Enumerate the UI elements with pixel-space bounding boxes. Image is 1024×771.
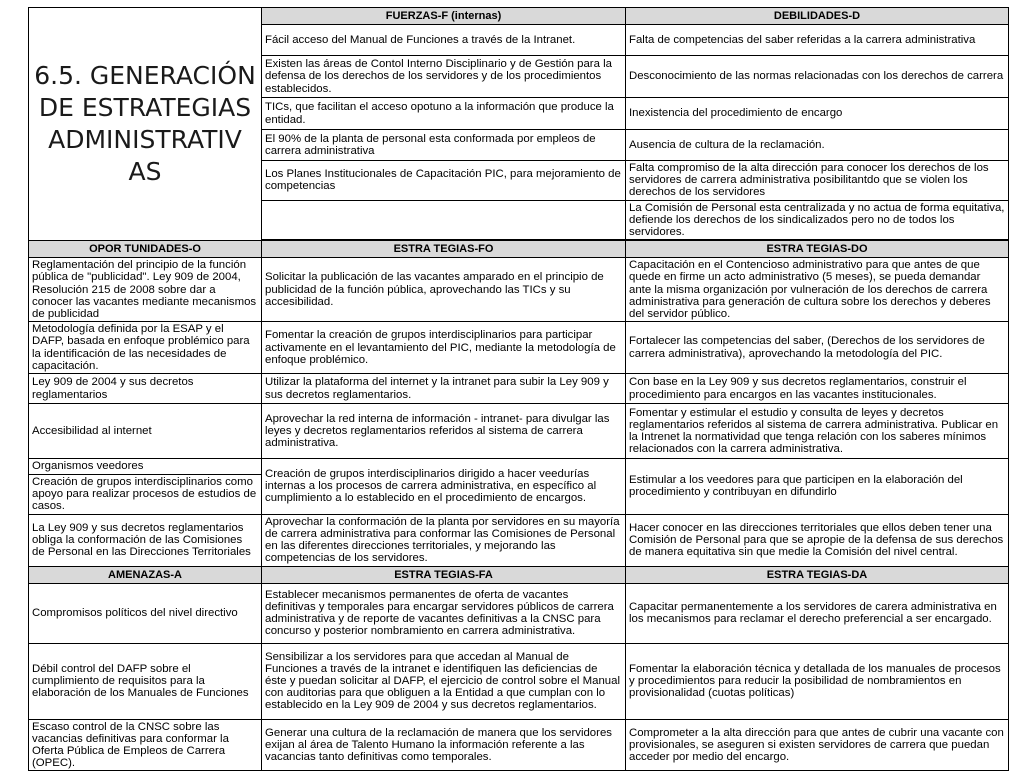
debilidad-cell: Ausencia de cultura de la reclamación. <box>626 130 1009 161</box>
header-estrategias-fa: ESTRA TEGIAS-FA <box>262 566 626 583</box>
header-estrategias-do: ESTRA TEGIAS-DO <box>626 241 1009 258</box>
header-estrategias-fo: ESTRA TEGIAS-FO <box>262 241 626 258</box>
oportunidad-cell: Ley 909 de 2004 y sus decretos reglamentarios <box>29 374 262 404</box>
fortaleza-cell: Los Planes Institucionales de Capacitación PIC, para mejoramiento de competencias <box>262 161 626 201</box>
estrategia-fo-cell: Aprovechar la conformación de la planta por servidores en su mayoría de carrera administrativa para conformar las Comisiones de Personal en las diferentes direcciones territoriales, y mejorando las competencias de los servidores. <box>262 514 626 566</box>
estrategia-da-cell: Capacitar permanentemente a los servidores de carera administrativa en los mecanismos para reclamar el derecho preferencial a ser encargado. <box>626 583 1009 643</box>
header-amenazas: AMENAZAS-A <box>29 566 262 583</box>
amenaza-cell: Escaso control de la CNSC sobre las vacancias definitivas para conformar la Oferta Pública de Empleos de Carrera (OPEC). <box>29 719 262 771</box>
amenaza-cell: Compromisos políticos del nivel directivo <box>29 583 262 643</box>
estrategia-do-cell: Hacer conocer en las direcciones territoriales que ellos deben tener una Comisión de Personal para que se apropie de la defensa de sus derechos de manera equitativa sin que medie la Comisión del nivel central. <box>626 514 1009 566</box>
debilidad-cell: Falta de competencias del saber referidas a la carrera administrativa <box>626 25 1009 56</box>
header-debilidades: DEBILIDADES-D <box>626 8 1009 25</box>
oportunidad-cell: Accesibilidad al internet <box>29 404 262 459</box>
page-title <box>29 8 262 241</box>
debilidad-cell: Falta compromiso de la alta dirección para conocer los derechos de los servidores de carrera administrativa posibilitantdo que se violen los derechos de los servidores <box>626 161 1009 201</box>
estrategia-do-cell: Estimular a los veedores para que participen en la elaboración del procedimiento y contribuyan en difundirlo <box>626 459 1009 515</box>
debilidad-cell: La Comisión de Personal esta centralizada y no actua de forma equitativa, defiende los derechos de los sindicalizados pero no de todos los servidores. <box>626 200 1009 240</box>
header-oportunidades: OPOR TUNIDADES-O <box>29 241 262 258</box>
amenaza-cell: Débil control del DAFP sobre el cumplimiento de requisitos para la elaboración de los Manuales de Funciones <box>29 643 262 719</box>
header-estrategias-da: ESTRA TEGIAS-DA <box>626 566 1009 583</box>
oportunidad-cell: Creación de grupos interdisciplinarios como apoyo para realizar procesos de estudios de casos. <box>29 475 262 515</box>
fortaleza-cell: El 90% de la planta de personal esta conformada por empleos de carrera administrativa <box>262 130 626 161</box>
debilidad-cell: Desconocimiento de las normas relacionadas con los derechos de carrera <box>626 56 1009 98</box>
fortaleza-cell: Existen las áreas de Contol Interno Disciplinario y de Gestión para la defensa de los derechos de los servidores y de los procedimientos establecidos. <box>262 56 626 98</box>
fortaleza-cell-empty <box>262 200 626 240</box>
estrategia-do-cell: Con base en la Ley 909 y sus decretos reglamentarios, construir el procedimiento para encargos en las vacantes institucionales. <box>626 374 1009 404</box>
strategy-matrix-table <box>28 7 1009 771</box>
estrategia-fo-cell: Creación de grupos interdisciplinarios dirigido a hacer veedurías internas a los procesos de carrera administrativa, en específico al cumplimiento a lo establecido en el procedimiento de encargos. <box>262 459 626 515</box>
estrategia-fa-cell: Generar una cultura de la reclamación de manera que los servidores exijan al área de Talento Humano la información referente a las vacancias tanto definitivas como temporales. <box>262 719 626 771</box>
estrategia-do-cell: Capacitación en el Contencioso administrativo para que antes de que quede en firme un acto administrativo (5 meses), se pueda demandar ante la misma organización por vulneración de los derechos de carrera administrativa para generación de cultura sobre los derechos y deberes del servidor público. <box>626 258 1009 322</box>
oportunidad-cell: La Ley 909 y sus decretos reglamentarios obliga la conformación de las Comisiones de Personal en las Direcciones Territoriales <box>29 514 262 566</box>
header-fortalezas: FUERZAS-F (internas) <box>262 8 626 25</box>
estrategia-fo-cell: Aprovechar la red interna de información - intranet- para divulgar las leyes y decretos reglamentarios referidos al sistema de carrera administrativa. <box>262 404 626 459</box>
fortaleza-cell: Fácil acceso del Manual de Funciones a través de la Intranet. <box>262 25 626 56</box>
fortaleza-cell: TICs, que facilitan el acceso opotuno a la información que produce la entidad. <box>262 98 626 130</box>
estrategia-da-cell: Fomentar la elaboración técnica y detallada de los manuales de procesos y procedimientos para reducir la posibilidad de nombramientos en provisionalidad (cuotas políticas) <box>626 643 1009 719</box>
estrategia-do-cell: Fortalecer las competencias del saber, (Derechos de los servidores de carrera administrativa), aprovechando la metodología del PIC. <box>626 322 1009 374</box>
estrategia-do-cell: Fomentar y estimular el estudio y consulta de leyes y decretos reglamentarios referidos al sistema de carrera administrativa. Publicar en la Intrenet la normatividad que tenga relación con los saberes mínimos relacionados con la carrera administrativa. <box>626 404 1009 459</box>
oportunidad-cell: Organismos veedores <box>29 459 262 475</box>
estrategia-fa-cell: Establecer mecanismos permanentes de oferta de vacantes definitivas y temporales para encargar servidores públicos de carrera administrativa y de reporte de vacantes definitivas a la CNSC para concurso y posterior nombramiento en carrera administrativa. <box>262 583 626 643</box>
estrategia-fo-cell: Fomentar la creación de grupos interdisciplinarios para participar activamente en el levantamiento del PIC, mediante la metodología de enfoque problémico. <box>262 322 626 374</box>
oportunidad-cell: Reglamentación del principio de la función pública de "publicidad". Ley 909 de 2004, Resolución 215 de 2008 sobre dar a conocer las vacantes mediante mecanismos de publicidad <box>29 258 262 322</box>
page-title-text: 6.5. GENERACIÓN DE ESTRATEGIAS ADMINISTRATIV AS <box>34 61 256 187</box>
debilidad-cell: Inexistencia del procedimiento de encargo <box>626 98 1009 130</box>
estrategia-fo-cell: Utilizar la plataforma del internet y la intranet para subir la Ley 909 y sus decretos reglamentarios. <box>262 374 626 404</box>
estrategia-fo-cell: Solicitar la publicación de las vacantes amparado en el principio de publicidad de la función pública, aprovechando las TICs y su accesibilidad. <box>262 258 626 322</box>
estrategia-fa-cell: Sensibilizar a los servidores para que accedan al Manual de Funciones a través de la intranet e identifiquen las deficiencias de éste y puedan solicitar al DAFP, el ejercicio de control sobre el Manual con auditorias para que obliguen a la Entidad a que cumplan con lo establecido en la Ley 909 de 2004 y sus decretos reglamentarios. <box>262 643 626 719</box>
estrategia-da-cell: Comprometer a la alta dirección para que antes de cubrir una vacante con provisionales, se aseguren si existen servidores de carrera que puedan acceder por medio del encargo. <box>626 719 1009 771</box>
oportunidad-cell: Metodología definida por la ESAP y el DAFP, basada en enfoque problémico para la identificación de las necesidades de capacitación. <box>29 322 262 374</box>
